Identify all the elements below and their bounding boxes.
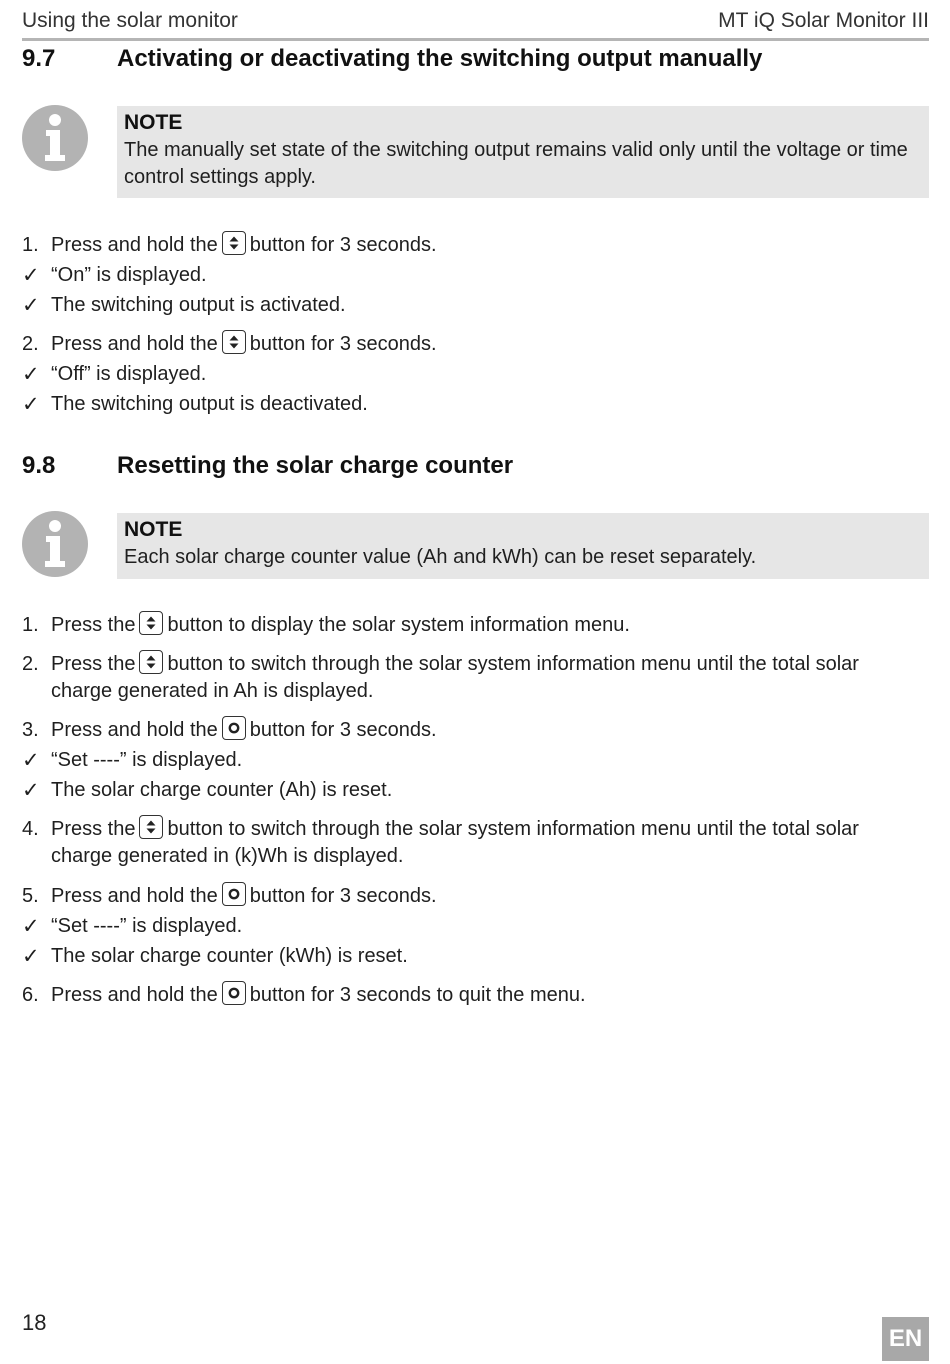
- result-label: The switching output is activated.: [51, 294, 346, 316]
- page-header: [22, 8, 929, 41]
- up-down-button-icon: [222, 231, 246, 255]
- section-title: Activating or deactivating the switching output manually: [117, 45, 763, 72]
- set-button-icon: [222, 716, 246, 740]
- note-heading: NOTE: [124, 111, 183, 134]
- step-text-before: Press and hold the: [51, 234, 218, 256]
- check-mark-icon: ✓: [22, 393, 40, 416]
- result-text: [51, 747, 929, 774]
- step-text-continued: charge generated in Ah is displayed.: [51, 680, 374, 702]
- result-label: The solar charge counter (Ah) is reset.: [51, 779, 393, 801]
- up-down-button-icon: [139, 650, 163, 674]
- result-text: [51, 943, 929, 970]
- note-heading: NOTE: [124, 518, 183, 541]
- step-number: 2.: [22, 653, 39, 675]
- step-text: [51, 232, 929, 259]
- check-mark-icon: ✓: [22, 749, 40, 772]
- result-label: The switching output is deactivated.: [51, 393, 368, 415]
- step-number: 1.: [22, 234, 39, 256]
- result-text: [51, 777, 929, 804]
- step-text-before: Press the: [51, 653, 136, 675]
- note-box: [117, 513, 929, 579]
- step-number: 4.: [22, 818, 39, 840]
- step-text: [51, 982, 929, 1009]
- set-button-icon: [222, 882, 246, 906]
- note-box: [117, 106, 929, 198]
- step-text-before: Press the: [51, 614, 136, 636]
- result-label: “Off” is displayed.: [51, 363, 207, 385]
- info-icon: [22, 511, 88, 577]
- step-text-before: Press and hold the: [51, 333, 218, 355]
- check-mark-icon: ✓: [22, 264, 40, 287]
- up-down-button-icon: [222, 330, 246, 354]
- result-text: [51, 361, 929, 388]
- section-title: Resetting the solar charge counter: [117, 452, 514, 479]
- step-text: [51, 883, 929, 910]
- step-text: [51, 651, 929, 705]
- note-text: Each solar charge counter value (Ah and kWh) can be reset separately.: [124, 546, 757, 568]
- step-text-after: button for 3 seconds.: [249, 333, 437, 355]
- step-text-before: Press and hold the: [51, 719, 218, 741]
- step-text: [51, 816, 929, 870]
- check-mark-icon: ✓: [22, 945, 40, 968]
- check-mark-icon: ✓: [22, 779, 40, 802]
- step-text-before: Press and hold the: [51, 885, 218, 907]
- result-text: [51, 292, 929, 319]
- set-button-icon: [222, 981, 246, 1005]
- up-down-button-icon: [139, 815, 163, 839]
- result-label: “On” is displayed.: [51, 264, 207, 286]
- step-text-after: button to display the solar system information menu.: [167, 614, 630, 636]
- step-text-after: button to switch through the solar system information menu until the total solar: [167, 653, 859, 675]
- step-number: 5.: [22, 885, 39, 907]
- check-mark-icon: ✓: [22, 915, 40, 938]
- step-text-after: button for 3 seconds.: [249, 885, 437, 907]
- language-badge: EN: [882, 1317, 929, 1361]
- page-number: 18: [22, 1310, 47, 1335]
- check-mark-icon: ✓: [22, 363, 40, 386]
- step-text-after: button for 3 seconds.: [249, 719, 437, 741]
- step-text-after: button for 3 seconds to quit the menu.: [249, 984, 586, 1006]
- header-chapter: Using the solar monitor: [22, 9, 238, 32]
- result-text: [51, 262, 929, 289]
- step-text: [51, 612, 929, 639]
- step-text-before: Press and hold the: [51, 984, 218, 1006]
- up-down-button-icon: [139, 611, 163, 635]
- info-icon: [22, 105, 88, 171]
- section-number: 9.8: [22, 452, 56, 479]
- step-text-after: button to switch through the solar system information menu until the total solar: [167, 818, 859, 840]
- step-text-continued: charge generated in (k)Wh is displayed.: [51, 845, 404, 867]
- header-product: MT iQ Solar Monitor III: [718, 9, 929, 32]
- step-number: 1.: [22, 614, 39, 636]
- result-text: [51, 391, 929, 418]
- step-number: 3.: [22, 719, 39, 741]
- step-text-after: button for 3 seconds.: [249, 234, 437, 256]
- result-label: “Set ----” is displayed.: [51, 915, 243, 937]
- step-text: [51, 717, 929, 744]
- result-text: [51, 913, 929, 940]
- step-number: 6.: [22, 984, 39, 1006]
- check-mark-icon: ✓: [22, 294, 40, 317]
- note-text: The manually set state of the switching output remains valid only until the voltage or time control settings apply.: [124, 139, 908, 188]
- step-text: [51, 331, 929, 358]
- step-text-before: Press the: [51, 818, 136, 840]
- section-number: 9.7: [22, 45, 56, 72]
- step-number: 2.: [22, 333, 39, 355]
- result-label: The solar charge counter (kWh) is reset.: [51, 945, 408, 967]
- result-label: “Set ----” is displayed.: [51, 749, 243, 771]
